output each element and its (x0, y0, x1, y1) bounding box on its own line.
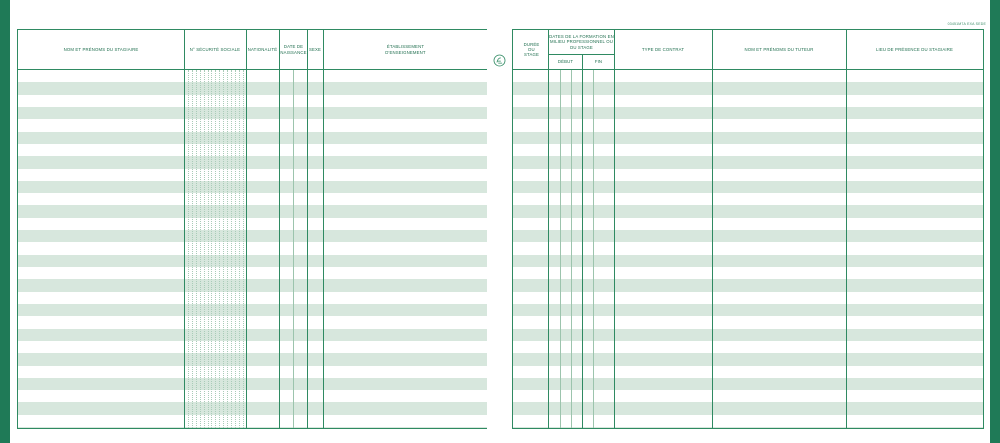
ssn-tick (204, 70, 205, 428)
binding-edge-left (0, 0, 10, 443)
col-debut: DÉBUT (557, 59, 574, 65)
ssn-tick (192, 70, 193, 428)
register-right-page (512, 29, 984, 429)
center-gutter (487, 29, 512, 429)
ssn-digit-ticks (185, 70, 245, 428)
ssn-tick (243, 70, 244, 428)
ssn-tick (188, 70, 189, 428)
ruled-row (18, 427, 488, 429)
ssn-tick (239, 70, 240, 428)
exacompta-logo-icon (493, 54, 506, 67)
col-nationalite: NATIONALITÉ (247, 46, 278, 52)
col-nom-prenoms-tuteur: NOM ET PRÉNOMS DU TUTEUR (744, 46, 814, 52)
ssn-tick (231, 70, 232, 428)
col-lieu-presence: LIEU DE PRÉSENCE DU STAGIAIRE (875, 46, 954, 52)
col-securite-sociale: N° SÉCURITÉ SOCIALE (189, 46, 241, 52)
ruled-row (513, 427, 983, 429)
ssn-tick (196, 70, 197, 428)
col-sexe: SEXE (308, 46, 322, 52)
left-ruled-rows (18, 70, 488, 428)
right-ruled-rows (513, 70, 983, 428)
binding-edge-right (990, 0, 1000, 443)
col-fin: FIN (594, 59, 603, 65)
ssn-tick (200, 70, 201, 428)
form-reference: 03451M7A EXA SEDE (947, 22, 986, 26)
col-dates-formation: DATES DE LA FORMATION EN MILIEU PROFESSIONNEL OU DU STAGE (549, 34, 614, 50)
ssn-tick (208, 70, 209, 428)
ssn-tick (219, 70, 220, 428)
ssn-tick (235, 70, 236, 428)
ssn-tick (215, 70, 216, 428)
ssn-tick (227, 70, 228, 428)
col-duree-stage: DURÉE DU STAGE (523, 41, 540, 58)
col-type-contrat: TYPE DE CONTRAT (641, 46, 685, 52)
register-left-page (17, 29, 489, 429)
ssn-tick (223, 70, 224, 428)
col-nom-prenoms-stagiaire: NOM ET PRÉNOMS DU STAGIAIRE (63, 46, 139, 52)
col-etablissement: ÉTABLISSEMENT D'ENSEIGNEMENT (385, 44, 426, 55)
col-date-naissance: DATE DE NAISSANCE (280, 44, 307, 55)
ssn-tick (211, 70, 212, 428)
